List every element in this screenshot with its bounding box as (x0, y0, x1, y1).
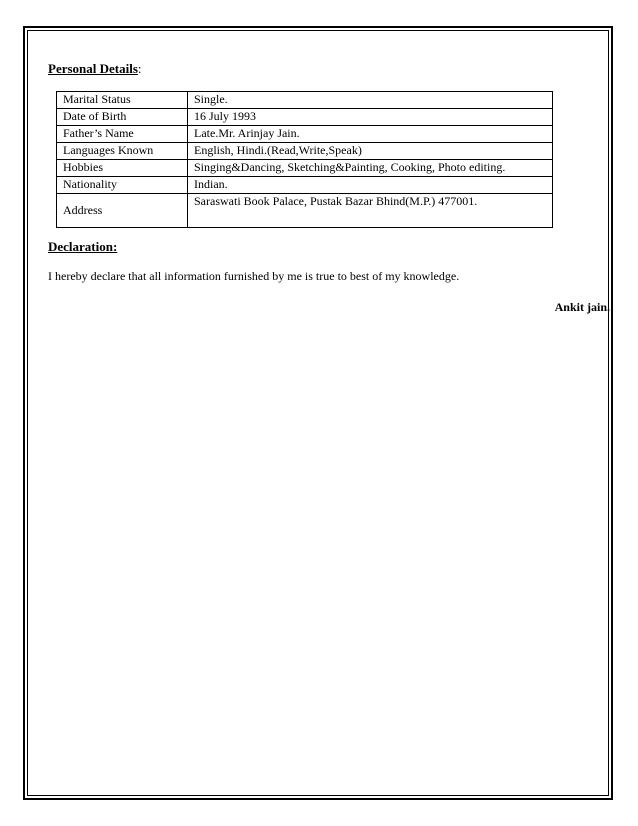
row-value: 16 July 1993 (188, 109, 553, 126)
declaration-text: I hereby declare that all information furnished by me is true to best of my knowledge. (48, 269, 460, 283)
table-row (57, 92, 553, 109)
row-label: Nationality (57, 177, 188, 194)
table-row (57, 126, 553, 143)
row-label: Address (57, 194, 188, 228)
personal-details-table (56, 91, 553, 228)
row-label: Hobbies (57, 160, 188, 177)
row-value: English, Hindi.(Read,Write,Speak) (188, 143, 553, 160)
personal-details-heading (48, 61, 142, 77)
table-row (57, 143, 553, 160)
personal-details-heading-colon: : (137, 61, 142, 76)
row-value: Singing&Dancing, Sketching&Painting, Cooking, Photo editing. (188, 160, 553, 177)
personal-details-heading-text: Personal Details (48, 61, 138, 76)
row-value: Saraswati Book Palace, Pustak Bazar Bhind(M.P.) 477001. (188, 194, 553, 228)
declaration-heading-text: Declaration: (48, 239, 118, 254)
table-row (57, 177, 553, 194)
row-value: Late.Mr. Arinjay Jain. (188, 126, 553, 143)
row-label: Languages Known (57, 143, 188, 160)
row-label: Father’s Name (57, 126, 188, 143)
declaration-heading (48, 239, 117, 255)
row-value: Single. (188, 92, 553, 109)
table-row (57, 194, 553, 228)
row-label: Date of Birth (57, 109, 188, 126)
signature-name: Ankit jain. (554, 300, 610, 314)
table-row (57, 160, 553, 177)
row-label: Marital Status (57, 92, 188, 109)
row-value: Indian. (188, 177, 553, 194)
table-row (57, 109, 553, 126)
